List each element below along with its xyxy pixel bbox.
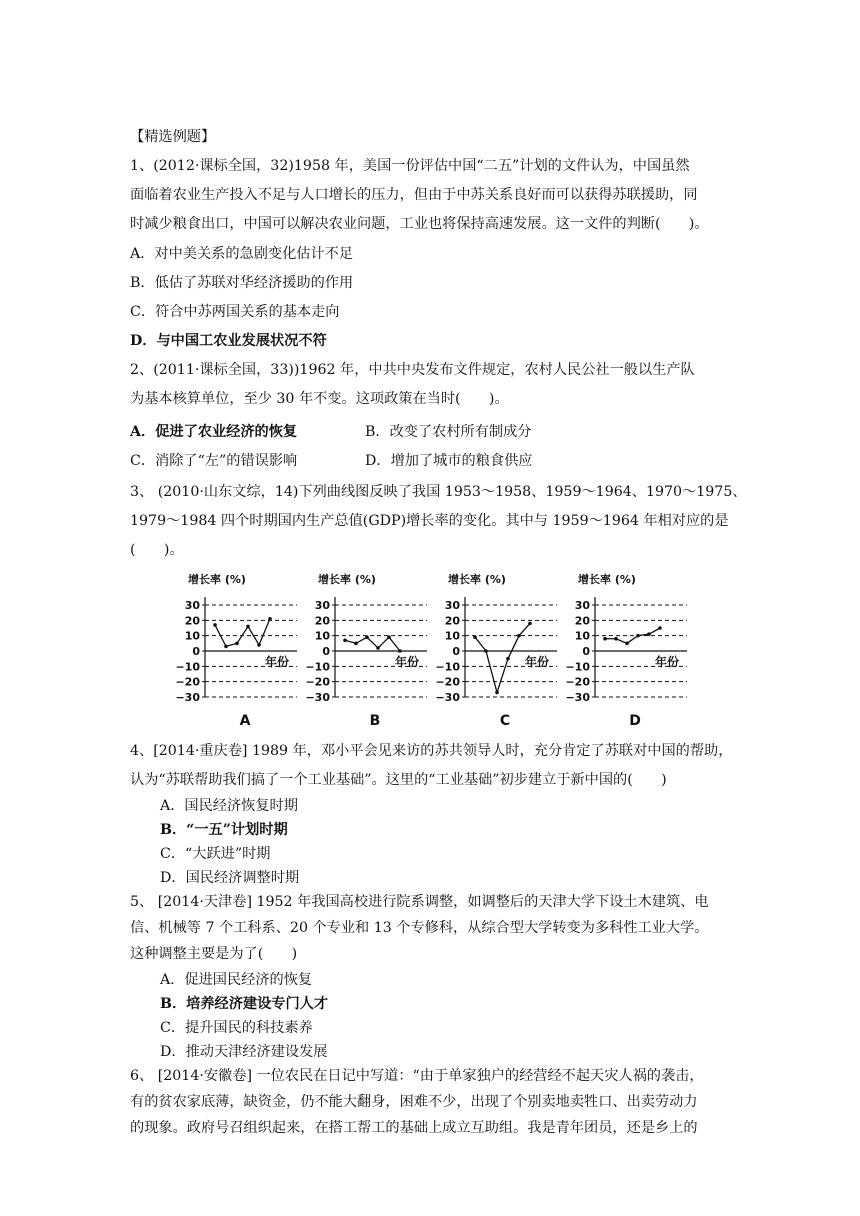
chart-data-point bbox=[387, 635, 391, 639]
chart-y-tick-label: −10 bbox=[435, 660, 460, 674]
chart-y-tick-label: 10 bbox=[574, 629, 590, 643]
chart-data-point bbox=[647, 632, 651, 636]
chart-y-tick-label: −20 bbox=[565, 675, 590, 689]
chart-y-tick-label: 30 bbox=[444, 599, 460, 612]
chart-data-point bbox=[213, 623, 217, 627]
chart-panel-label: D bbox=[629, 713, 641, 729]
chart-data-point bbox=[517, 634, 521, 638]
chart-y-tick-label: −10 bbox=[565, 660, 590, 674]
chart-data-point bbox=[614, 637, 618, 641]
chart-y-tick-label: −30 bbox=[305, 691, 330, 704]
chart-data-point bbox=[376, 646, 380, 650]
chart-y-tick-label: 20 bbox=[444, 614, 460, 628]
q5-stem-line: 信、机械等 7 个工科系、20 个专业和 13 个专修科，从综合型大学转变为多科性工业大学。 bbox=[130, 920, 709, 936]
q4-option-d: D．国民经济调整时期 bbox=[160, 870, 300, 886]
q1-option-a: A．对中美关系的急剧变化估计不足 bbox=[130, 246, 354, 262]
q5-option-d: D．推动天津经济建设发展 bbox=[160, 1044, 328, 1060]
q5-option-c: C．提升国民的科技素养 bbox=[160, 1020, 313, 1036]
q4-option-b-answer: B．“一五”计划时期 bbox=[160, 822, 288, 838]
gdp-growth-charts bbox=[175, 570, 700, 730]
q4-option-c: C．“大跃进”时期 bbox=[160, 846, 271, 862]
chart-data-point bbox=[343, 638, 347, 642]
q2-option-d: D．增加了城市的粮食供应 bbox=[365, 453, 533, 469]
chart-panel-label: C bbox=[499, 713, 511, 729]
chart-y-tick-label: 10 bbox=[314, 629, 330, 643]
q5-stem-line: 这种调整主要是为了( ) bbox=[130, 946, 298, 962]
chart-y-tick-label: 30 bbox=[314, 599, 330, 612]
chart-data-point bbox=[235, 642, 239, 646]
chart-data-point bbox=[636, 634, 640, 638]
q1-option-c: C．符合中苏两国关系的基本走向 bbox=[130, 304, 340, 320]
chart-series-line bbox=[345, 637, 400, 651]
q3-stem-line: ( )。 bbox=[130, 542, 184, 558]
chart-y-tick-label: −10 bbox=[175, 660, 200, 674]
q1-stem-line: 1、(2012·课标全国，32)1958 年，美国一份评估中国“二五”计划的文件认为，中国虽然 bbox=[130, 158, 690, 174]
chart-xlabel: 年份 bbox=[265, 655, 290, 669]
chart-data-point bbox=[268, 617, 272, 621]
chart-y-tick-label: −20 bbox=[305, 675, 330, 689]
chart-data-point bbox=[224, 645, 228, 649]
q5-option-a: A．促进国民经济的恢复 bbox=[160, 972, 313, 988]
q1-stem-line: 时减少粮食出口，中国可以解决农业问题，工业也将保持高速发展。这一文件的判断( )。 bbox=[130, 216, 709, 232]
chart-y-tick-label: 30 bbox=[184, 599, 200, 612]
chart-y-tick-label: 20 bbox=[314, 614, 330, 628]
chart-ylabel: 增长率 (%) bbox=[578, 573, 636, 586]
chart-xlabel: 年份 bbox=[525, 655, 550, 669]
chart-xlabel: 年份 bbox=[395, 655, 420, 669]
q2-option-c: C．消除了“左”的错误影响 bbox=[130, 453, 298, 469]
chart-data-point bbox=[528, 622, 532, 626]
q2-option-a-answer: A．促进了农业经济的恢复 bbox=[130, 424, 298, 440]
chart-data-point bbox=[365, 635, 369, 639]
q1-option-b: B．低估了苏联对华经济援助的作用 bbox=[130, 275, 354, 291]
chart-ylabel: 增长率 (%) bbox=[448, 573, 506, 586]
q2-stem-line: 为基本核算单位，至少 30 年不变。这项政策在当时( )。 bbox=[130, 391, 509, 407]
chart-y-tick-label: −10 bbox=[305, 660, 330, 674]
q1-option-d-answer: D．与中国工农业发展状况不符 bbox=[130, 333, 327, 349]
q4-stem-line: 4、[2014·重庆卷] 1989 年，邓小平会见来访的苏共领导人时，充分肯定了苏联对中国的帮助， bbox=[130, 743, 733, 759]
q2-stem-line: 2、(2011·课标全国，33))1962 年，中共中央发布文件规定，农村人民公社一般以生产队 bbox=[130, 362, 695, 378]
chart-y-tick-label: −30 bbox=[435, 691, 460, 704]
chart-y-tick-label: −30 bbox=[175, 691, 200, 704]
chart-y-tick-label: 20 bbox=[574, 614, 590, 628]
q2-option-b: B．改变了农村所有制成分 bbox=[365, 424, 532, 440]
chart-data-point bbox=[603, 637, 607, 641]
chart-data-point bbox=[473, 635, 477, 639]
chart-data-point bbox=[658, 626, 662, 630]
chart-series-line bbox=[215, 619, 270, 647]
chart-y-tick-label: 20 bbox=[184, 614, 200, 628]
q1-stem-line: 面临着农业生产投入不足与人口增长的压力，但由于中苏关系良好而可以获得苏联援助，同 bbox=[130, 187, 698, 203]
chart-y-tick-label: 30 bbox=[574, 599, 590, 612]
chart-data-point bbox=[484, 649, 488, 653]
chart-panel-label: A bbox=[239, 713, 251, 729]
chart-ylabel: 增长率 (%) bbox=[188, 573, 246, 586]
chart-y-tick-label: −30 bbox=[565, 691, 590, 704]
chart-y-tick-label: −20 bbox=[435, 675, 460, 689]
chart-y-tick-label: 10 bbox=[444, 629, 460, 643]
chart-y-tick-label: 10 bbox=[184, 629, 200, 643]
chart-y-tick-label: 0 bbox=[452, 645, 460, 658]
chart-y-tick-label: 0 bbox=[582, 645, 590, 658]
q6-stem-line: 的现象。政府号召组织起来，在搭工帮工的基础上成立互助组。我是青年团员，还是乡上的 bbox=[130, 1120, 698, 1136]
chart-data-point bbox=[354, 642, 358, 646]
chart-y-tick-label: −20 bbox=[175, 675, 200, 689]
q3-stem-line: 1979～1984 四个时期国内生产总值(GDP)增长率的变化。其中与 1959～1964 年相对应的是 bbox=[130, 513, 729, 529]
chart-data-point bbox=[257, 643, 261, 647]
q4-option-a: A．国民经济恢复时期 bbox=[160, 798, 298, 814]
q4-stem-line: 认为“苏联帮助我们搞了一个工业基础”。这里的“工业基础”初步建立于新中国的( ) bbox=[130, 772, 667, 788]
chart-data-point bbox=[246, 625, 250, 629]
chart-panel-label: B bbox=[369, 713, 381, 729]
chart-data-point bbox=[625, 642, 629, 646]
chart-data-point bbox=[495, 691, 499, 695]
q5-option-b-answer: B．培养经济建设专门人才 bbox=[160, 996, 329, 1012]
chart-data-point bbox=[398, 649, 402, 653]
chart-xlabel: 年份 bbox=[655, 655, 680, 669]
section-title: 【精选例题】 bbox=[130, 129, 216, 145]
chart-ylabel: 增长率 (%) bbox=[318, 573, 376, 586]
chart-y-tick-label: 0 bbox=[322, 645, 330, 658]
q5-stem-line: 5、 [2014·天津卷] 1952 年我国高校进行院系调整，如调整后的天津大学下设土木建筑、电 bbox=[130, 894, 709, 910]
q6-stem-line: 6、 [2014·安徽卷] 一位农民在日记中写道：“由于单家独户的经营经不起天灾人祸的袭击， bbox=[130, 1068, 704, 1084]
q6-stem-line: 有的贫农家底薄，缺资金，仍不能大翻身，困难不少，出现了个别卖地卖牲口、出卖劳动力 bbox=[130, 1094, 698, 1110]
chart-data-point bbox=[506, 657, 510, 661]
chart-y-tick-label: 0 bbox=[192, 645, 200, 658]
q3-stem-line: 3、 (2010·山东文综，14)下列曲线图反映了我国 1953～1958、1959～1964、1970～1975、 bbox=[130, 484, 747, 500]
